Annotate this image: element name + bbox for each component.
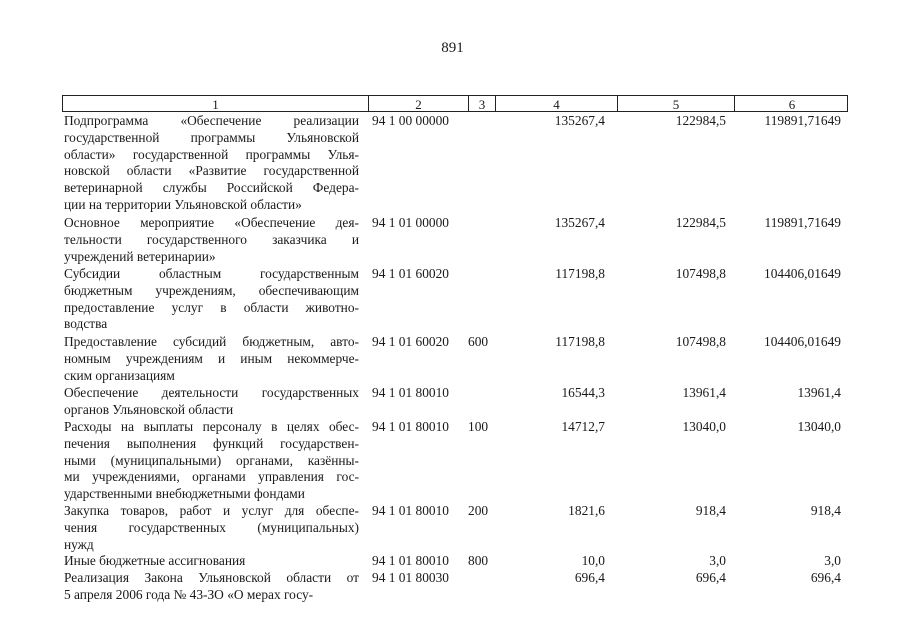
- row-value-col6: 104406,01649: [764, 334, 841, 349]
- row-name-line: номным учреждениям и иным некоммерче-: [64, 350, 359, 366]
- row-value-col4: 696,4: [574, 570, 605, 585]
- row-name-line: 5 апреля 2006 года № 43-ЗО «О мерах госу-: [64, 586, 314, 602]
- row-value-col5: 13040,0: [682, 419, 726, 434]
- row-name: [64, 334, 359, 384]
- row-value-col4: 1821,6: [568, 503, 605, 518]
- header-col-2: 2: [369, 96, 469, 111]
- row-value-col6: 3,0: [824, 553, 841, 568]
- row-value-col5: 107498,8: [675, 334, 726, 349]
- row-value-col5: 3,0: [709, 553, 726, 568]
- row-value-col6: 696,4: [810, 570, 841, 585]
- row-name-line: государственной программы Ульяновской: [64, 129, 359, 145]
- row-value-col5: 696,4: [695, 570, 726, 585]
- row-value-col5: 122984,5: [675, 113, 726, 128]
- row-expense-type: 600: [468, 334, 489, 349]
- row-code: 94 1 01 00000: [372, 215, 449, 230]
- row-value-col6: 104406,01649: [764, 266, 841, 281]
- row-name-line: тельности государственного заказчика и: [64, 231, 359, 247]
- row-name-line: нужд: [64, 536, 94, 552]
- row-value-col6: 119891,71649: [764, 215, 841, 230]
- header-col-1: 1: [63, 96, 369, 111]
- header-col-3: 3: [469, 96, 496, 111]
- header-col-6: 6: [788, 97, 796, 112]
- row-value-col6: 918,4: [810, 503, 841, 518]
- row-name: [64, 113, 359, 214]
- row-name: [64, 385, 359, 419]
- row-value-col5: 13961,4: [682, 385, 726, 400]
- row-name-line: ветеринарной службы Российской Федера-: [64, 180, 359, 196]
- table-header: [62, 95, 848, 112]
- row-name-line: печения выполнения функций государствен-: [64, 435, 359, 451]
- row-expense-type: 200: [468, 503, 489, 518]
- row-name-line: чения государственных (муниципальных): [64, 519, 359, 535]
- header-col-5: 5: [618, 96, 735, 111]
- row-name-line: предоставление услуг в области животно-: [64, 299, 359, 315]
- row-name-line: ными (муниципальными) органами, казённы-: [64, 452, 359, 468]
- row-value-col6: 119891,71649: [764, 113, 841, 128]
- row-value-col4: 117198,8: [555, 266, 605, 281]
- row-name-line: водства: [64, 316, 108, 332]
- row-code: 94 1 01 80030: [372, 570, 449, 585]
- row-name-line: ударственными внебюджетными фондами: [64, 486, 305, 502]
- row-name-line: Закупка товаров, работ и услуг для обеспе-: [64, 503, 359, 518]
- row-code: 94 1 01 80010: [372, 503, 449, 518]
- row-value-col5: 918,4: [695, 503, 726, 518]
- row-name: [64, 215, 359, 265]
- row-name: [64, 553, 359, 570]
- row-code: 94 1 01 80010: [372, 385, 449, 400]
- row-code: 94 1 01 60020: [372, 266, 449, 281]
- row-code: 94 1 01 60020: [372, 334, 449, 349]
- row-name: [64, 570, 359, 604]
- row-value-col4: 10,0: [581, 553, 605, 568]
- row-name: [64, 419, 359, 503]
- row-value-col4: 117198,8: [555, 334, 605, 349]
- row-value-col5: 107498,8: [675, 266, 726, 281]
- row-name-line: учреждений ветеринарии»: [64, 248, 216, 264]
- row-value-col6: 13040,0: [797, 419, 841, 434]
- row-name-line: Реализация Закона Ульяновской области от: [64, 570, 359, 585]
- row-name-line: Основное мероприятие «Обеспечение дея-: [64, 215, 359, 230]
- header-col-4: 4: [496, 96, 618, 111]
- row-value-col4: 14712,7: [561, 419, 605, 434]
- row-code: 94 1 00 00000: [372, 113, 449, 128]
- row-value-col6: 13961,4: [797, 385, 841, 400]
- page-number: 891: [441, 40, 464, 56]
- row-expense-type: 800: [468, 553, 489, 568]
- row-name-line: Субсидии областным государственным: [64, 266, 359, 281]
- row-value-col5: 122984,5: [675, 215, 726, 230]
- row-name-line: органов Ульяновской области: [64, 401, 234, 417]
- row-name-line: Предоставление субсидий бюджетным, авто-: [64, 334, 359, 349]
- row-name: [64, 266, 359, 333]
- row-name: [64, 503, 359, 553]
- row-name-line: Подпрограмма «Обеспечение реализации: [64, 113, 359, 128]
- row-code: 94 1 01 80010: [372, 419, 449, 434]
- row-name-line: Расходы на выплаты персоналу в целях обес-: [64, 419, 359, 434]
- row-name-line: ским организациям: [64, 367, 175, 383]
- row-name-line: ми учреждениями, органами управления гос-: [64, 469, 359, 485]
- row-code: 94 1 01 80010: [372, 553, 449, 568]
- row-name-line: области» государственной программы Улья-: [64, 146, 359, 162]
- row-value-col4: 135267,4: [554, 113, 605, 128]
- row-name-line: Иные бюджетные ассигнования: [64, 553, 246, 568]
- row-name-line: ции на территории Ульяновской области»: [64, 196, 302, 212]
- row-expense-type: 100: [468, 419, 489, 434]
- row-name-line: новской области «Развитие государственной: [64, 163, 359, 179]
- row-value-col4: 135267,4: [554, 215, 605, 230]
- row-name-line: Обеспечение деятельности государственных: [64, 385, 359, 400]
- row-name-line: бюджетным учреждениям, обеспечивающим: [64, 282, 359, 298]
- row-value-col4: 16544,3: [561, 385, 605, 400]
